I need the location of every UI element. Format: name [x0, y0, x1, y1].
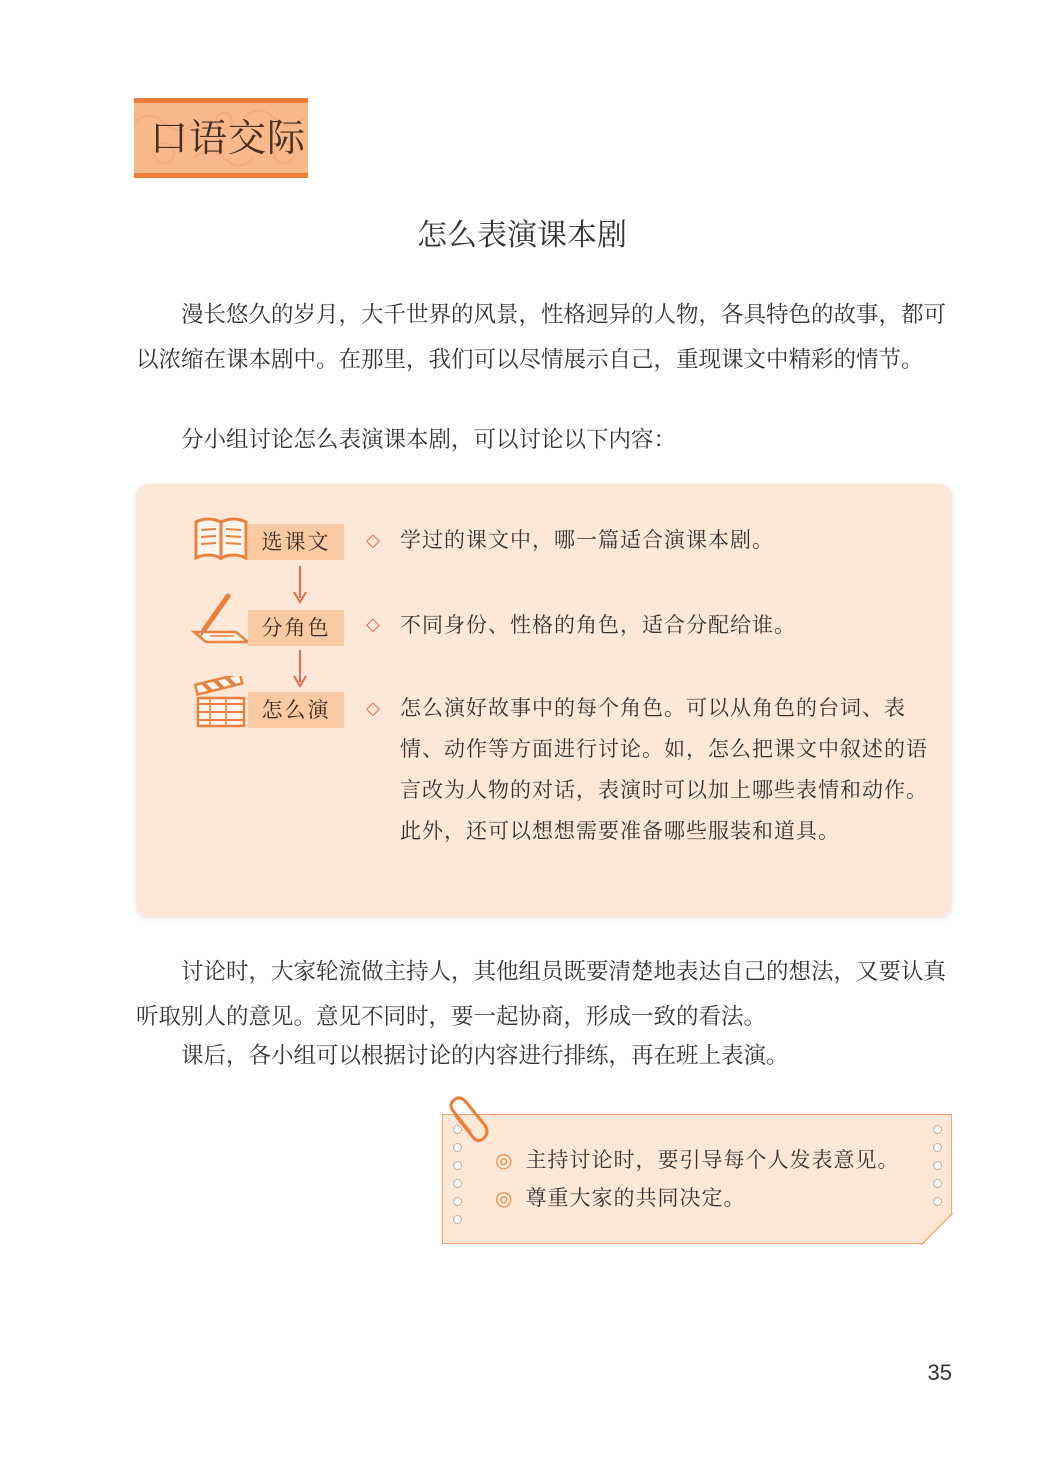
section-banner	[134, 98, 308, 178]
step-label-choose-text: 选课文	[248, 524, 344, 560]
circle-bullet-icon: ◎	[495, 1186, 514, 1210]
note-holes-right	[933, 1125, 943, 1215]
arrow-down-icon	[290, 650, 310, 690]
clapperboard-icon	[194, 676, 248, 730]
intro-paragraph-1: 漫长悠久的岁月，大千世界的风景，性格迥异的人物，各具特色的故事，都可以浓缩在课本剧中。在那里，我们可以尽情展示自己，重现课文中精彩的情节。	[136, 302, 947, 373]
step-desc-choose-text: 学过的课文中，哪一篇适合演课本剧。	[400, 528, 774, 552]
note-item-text: 主持讨论时，要引导每个人发表意见。	[525, 1148, 900, 1172]
lesson-title: 怎么表演课本剧	[417, 218, 627, 253]
step-desc-assign-roles: 不同身份、性格的角色，适合分配给谁。	[400, 613, 796, 637]
intro-paragraph-2: 分小组讨论怎么表演课本剧，可以讨论以下内容：	[181, 427, 677, 453]
tip-note	[442, 1114, 952, 1244]
circle-bullet-icon: ◎	[495, 1148, 514, 1172]
discussion-paragraph: 讨论时，大家轮流做主持人，其他组员既要清楚地表达自己的想法，又要认真听取别人的意见。意见不同时，要一起协商，形成一致的看法。	[136, 959, 947, 1030]
diamond-icon: ◇	[366, 614, 380, 635]
step-desc-how-to-act: 怎么演好故事中的每个角色。可以从角色的台词、表情、动作等方面进行讨论。如，怎么把课文中叙述的语言改为人物的对话，表演时可以加上哪些表情和动作。此外，还可以想想需要准备哪些服装和道具。	[400, 696, 928, 843]
page-number: 35	[927, 1360, 952, 1385]
paperclip-icon	[446, 1096, 492, 1146]
after-class-paragraph: 课后，各小组可以根据讨论的内容进行排练，再在班上表演。	[181, 1043, 789, 1069]
section-title: 口语交际	[150, 116, 307, 160]
arrow-down-icon	[290, 566, 310, 606]
step-label-how-to-act: 怎么演	[248, 692, 344, 728]
pen-paper-icon	[188, 592, 254, 644]
diamond-icon: ◇	[366, 530, 380, 551]
folded-corner-icon	[921, 1213, 953, 1245]
diamond-icon: ◇	[366, 698, 380, 719]
step-label-assign-roles: 分角色	[248, 610, 344, 646]
note-item	[495, 1183, 745, 1213]
note-item-text: 尊重大家的共同决定。	[525, 1186, 746, 1210]
note-item	[495, 1145, 899, 1175]
book-icon	[192, 514, 250, 564]
